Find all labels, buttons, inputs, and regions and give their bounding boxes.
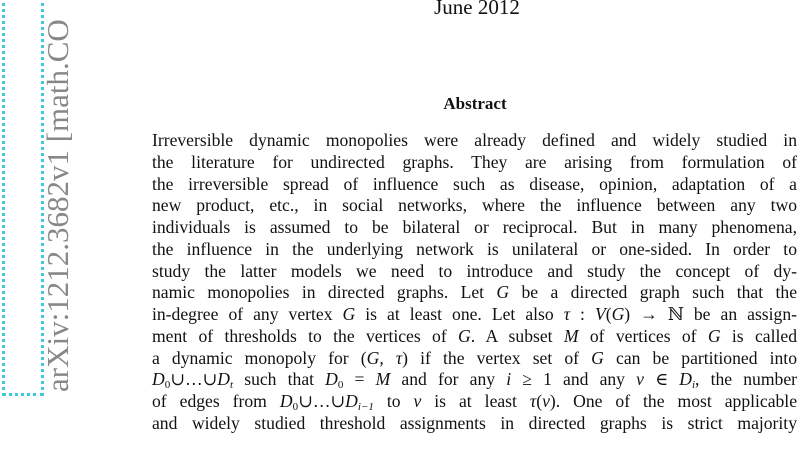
- math-segment: τ: [529, 391, 537, 411]
- abstract-line: [152, 195, 797, 217]
- math-segment: 0: [164, 379, 171, 392]
- text-segment: ∪…∪: [298, 391, 346, 411]
- abstract-line: [152, 130, 797, 152]
- math-segment: G: [707, 325, 721, 346]
- arxiv-stamp-border: [2, 0, 44, 396]
- text-segment: . A subset: [470, 325, 564, 346]
- abstract-line: [152, 391, 797, 413]
- math-segment: D: [679, 369, 692, 390]
- math-segment: M: [563, 325, 579, 346]
- text-segment: and for any: [390, 369, 507, 390]
- text-segment: ). One of the most applicable: [549, 391, 798, 411]
- abstract-line: [152, 304, 797, 326]
- text-segment: and widely studied threshold assignments in directed graphs is strict majority: [152, 412, 797, 433]
- abstract-line: [152, 326, 797, 348]
- abstract-line: [152, 217, 797, 239]
- text-segment: is called: [720, 325, 797, 346]
- text-segment: ∪…∪: [170, 369, 218, 390]
- text-segment: ) → ℕ be an assign-: [624, 304, 797, 324]
- abstract-line: [152, 261, 797, 283]
- text-segment: ment of thresholds to the vertices of: [152, 325, 459, 346]
- abstract-line: [152, 239, 797, 261]
- text-segment: of vertices of: [578, 325, 708, 346]
- math-segment: G: [611, 304, 625, 324]
- math-segment: i−1: [357, 401, 374, 413]
- text-segment: ∈: [643, 369, 680, 390]
- text-segment: Irreversible dynamic monopolies were already defined and widely studied in: [152, 130, 797, 150]
- text-segment: is at least: [421, 391, 530, 411]
- text-segment: be a directed graph such that the: [509, 282, 797, 303]
- abstract-body: [152, 130, 797, 435]
- text-segment: new product, etc., in social networks, where the influence between any two: [152, 195, 797, 216]
- text-segment: =: [343, 369, 376, 390]
- math-segment: i: [506, 369, 512, 390]
- math-segment: G: [496, 282, 510, 303]
- math-segment: 0: [337, 379, 344, 392]
- abstract-heading: Abstract: [443, 94, 507, 113]
- text-segment: is at least one. Let also: [355, 304, 564, 324]
- text-segment: , the number: [695, 369, 797, 390]
- text-segment: (: [536, 391, 543, 411]
- text-segment: (: [605, 304, 612, 324]
- text-segment: study the latter models we need to introduce and study the concept of dy-: [152, 260, 797, 281]
- math-segment: V: [594, 304, 606, 324]
- abstract-line: [152, 369, 797, 391]
- math-segment: τ: [563, 304, 571, 324]
- text-segment: individuals is assumed to be bilateral or reciprocal. But in many phenomena,: [152, 217, 797, 237]
- text-segment: to: [373, 391, 414, 411]
- text-segment: a dynamic monopoly for (: [152, 347, 367, 368]
- text-segment: :: [570, 304, 595, 324]
- text-segment: ) if the vertex set of: [402, 347, 592, 368]
- text-segment: such that: [233, 369, 326, 390]
- text-segment: the influence in the underlying network is unilateral or one-sided. In order to: [152, 238, 797, 259]
- abstract-line: [152, 152, 797, 174]
- math-segment: G, τ: [366, 347, 403, 368]
- math-segment: v: [636, 369, 644, 390]
- arxiv-identifier-stamp: arXiv:1212.3682v1 [math.CO: [40, 19, 75, 392]
- text-segment: ≥ 1 and any: [511, 369, 637, 390]
- abstract-line: [152, 348, 797, 370]
- text-segment: the irreversible spread of influence such as disease, opinion, adaptation of a: [152, 173, 797, 194]
- math-segment: t: [230, 379, 234, 392]
- math-segment: G: [591, 347, 604, 368]
- text-segment: the literature for undirected graphs. They are arising from formulation of: [152, 151, 797, 172]
- math-segment: v: [413, 391, 422, 411]
- math-segment: D: [279, 391, 293, 411]
- text-segment: of edges from: [152, 391, 280, 411]
- math-segment: v: [542, 391, 550, 411]
- math-segment: D: [325, 369, 338, 390]
- math-segment: 0: [292, 401, 299, 413]
- math-segment: G: [342, 304, 356, 324]
- math-segment: D: [345, 391, 358, 411]
- math-segment: M: [375, 369, 391, 390]
- paper-date: June 2012: [434, 0, 520, 19]
- text-segment: in-degree of any vertex: [152, 304, 343, 324]
- text-segment: namic monopolies in directed graphs. Let: [152, 282, 497, 303]
- math-segment: D: [217, 369, 231, 390]
- math-segment: D: [152, 369, 165, 390]
- text-segment: can be partitioned into: [603, 347, 797, 368]
- abstract-line: [152, 413, 797, 435]
- abstract-line: [152, 174, 797, 196]
- abstract-line: [152, 282, 797, 304]
- math-segment: i: [691, 379, 696, 392]
- math-segment: G: [458, 325, 471, 346]
